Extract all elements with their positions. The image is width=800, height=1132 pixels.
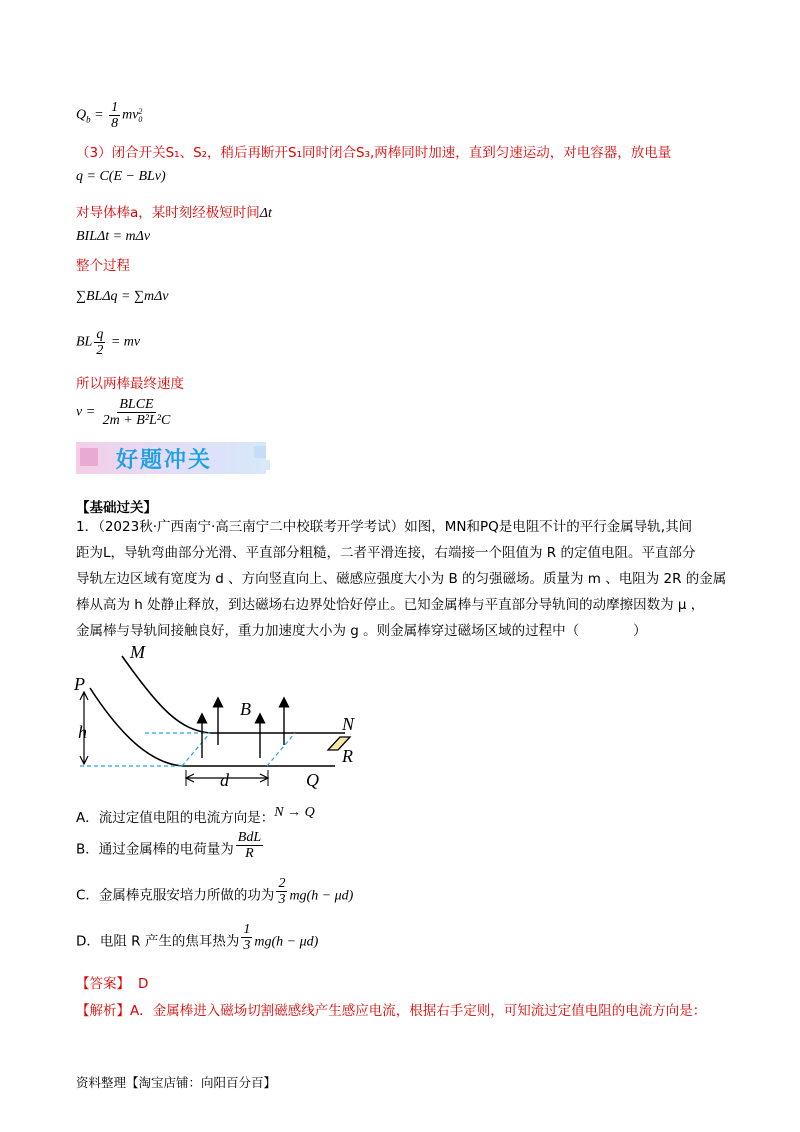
final-speed-text: 所以两棒最终速度	[76, 376, 184, 392]
section-tag: 【基础过关】	[76, 500, 157, 516]
question-line-3: 导轨左边区域有宽度为 d 、方向竖直向上、磁感应强度大小为 B 的匀强磁场。质量为 m 、电阻为 2R 的金属	[76, 571, 727, 587]
answer-line: 【答案】 D	[76, 976, 149, 992]
question-line-5: 金属棒与导轨间接触良好，重力加速度大小为 g 。则金属棒穿过磁场区域的过程中（ ）	[76, 623, 647, 639]
rail-mn	[122, 656, 345, 733]
page-footer: 资料整理【淘宝店铺：向阳百分百】	[76, 1075, 277, 1090]
label-p: P	[74, 674, 85, 694]
eq-heat-b: $Q_b$ = $\frac{1}{8}$ mv 2 0	[76, 100, 143, 131]
answer-value: D	[138, 976, 149, 992]
rail-figure	[70, 640, 370, 800]
option-a[interactable]: A．流过定值电阻的电流方向是：N → Q	[76, 805, 315, 826]
eq-final-speed: v = $\frac{\text{BLCE}}{\text{2m + B²L²C}}$	[76, 397, 171, 428]
label-b: B	[240, 699, 251, 719]
field-left-boundary	[182, 733, 210, 766]
label-r: R	[342, 746, 353, 766]
question-line-2: 距为L，导轨弯曲部分光滑、平直部分粗糙，二者平滑连接，右端接一个阻值为 R 的定值电阻。平直部分	[76, 545, 696, 561]
question-line-1: 1．（2023秋·广西南宁·高三南宁二中校联考开学考试）如图，MN和PQ是电阻不计的平行金属导轨,其间	[76, 519, 693, 535]
analysis-line: 【解析】A．金属棒进入磁场切割磁感线产生感应电流，根据右手定则，可知流过定值电阻的电流方向是：	[76, 1003, 707, 1019]
label-q: Q	[306, 770, 319, 790]
banner-title: 好题冲关	[116, 448, 213, 473]
option-c[interactable]: C．金属棒克服安培力所做的功为 $\frac{2}{3}$ mg(h − μd)	[76, 876, 354, 907]
field-right-boundary	[267, 733, 295, 766]
part3-text: （3）闭合开关S₁、S₂，稍后再断开S₁同时闭合S₃,两棒同时加速，直到匀速运动，对电容器，放电量	[76, 145, 672, 161]
option-d[interactable]: D．电阻 R 产生的焦耳热为 $\frac{1}{3}$ mg(h − μd)	[76, 922, 319, 953]
rod-a-text: 对导体棒a，某时刻经极短时间Δt	[76, 205, 272, 221]
whole-process-text: 整个过程	[76, 258, 130, 274]
rail-pq	[90, 688, 335, 766]
banner-square-icon	[80, 448, 98, 466]
eq-charge: q = C(E − BLv)	[76, 169, 166, 184]
eq-bl: BL $\frac{q}{2}$ = mv	[76, 327, 141, 358]
eq-sum: ∑BLΔq = ∑mΔv	[76, 289, 169, 304]
label-h: h	[78, 722, 87, 742]
option-b[interactable]: B．通过金属棒的电荷量为 $\frac{\text{BdL}}{R}$	[76, 830, 262, 861]
banner-square-icon	[260, 460, 270, 470]
section-banner	[76, 438, 271, 478]
question-line-4: 棒从高为 h 处静止释放，到达磁场右边界处恰好停止。已知金属棒与平直部分导轨间的动摩擦因数为 μ ，	[76, 597, 705, 613]
banner-square-icon	[254, 446, 266, 458]
label-n: N	[342, 714, 355, 734]
eq-impulse: BILΔt = mΔv	[76, 229, 151, 244]
label-m: M	[130, 642, 145, 662]
label-d: d	[220, 770, 229, 790]
